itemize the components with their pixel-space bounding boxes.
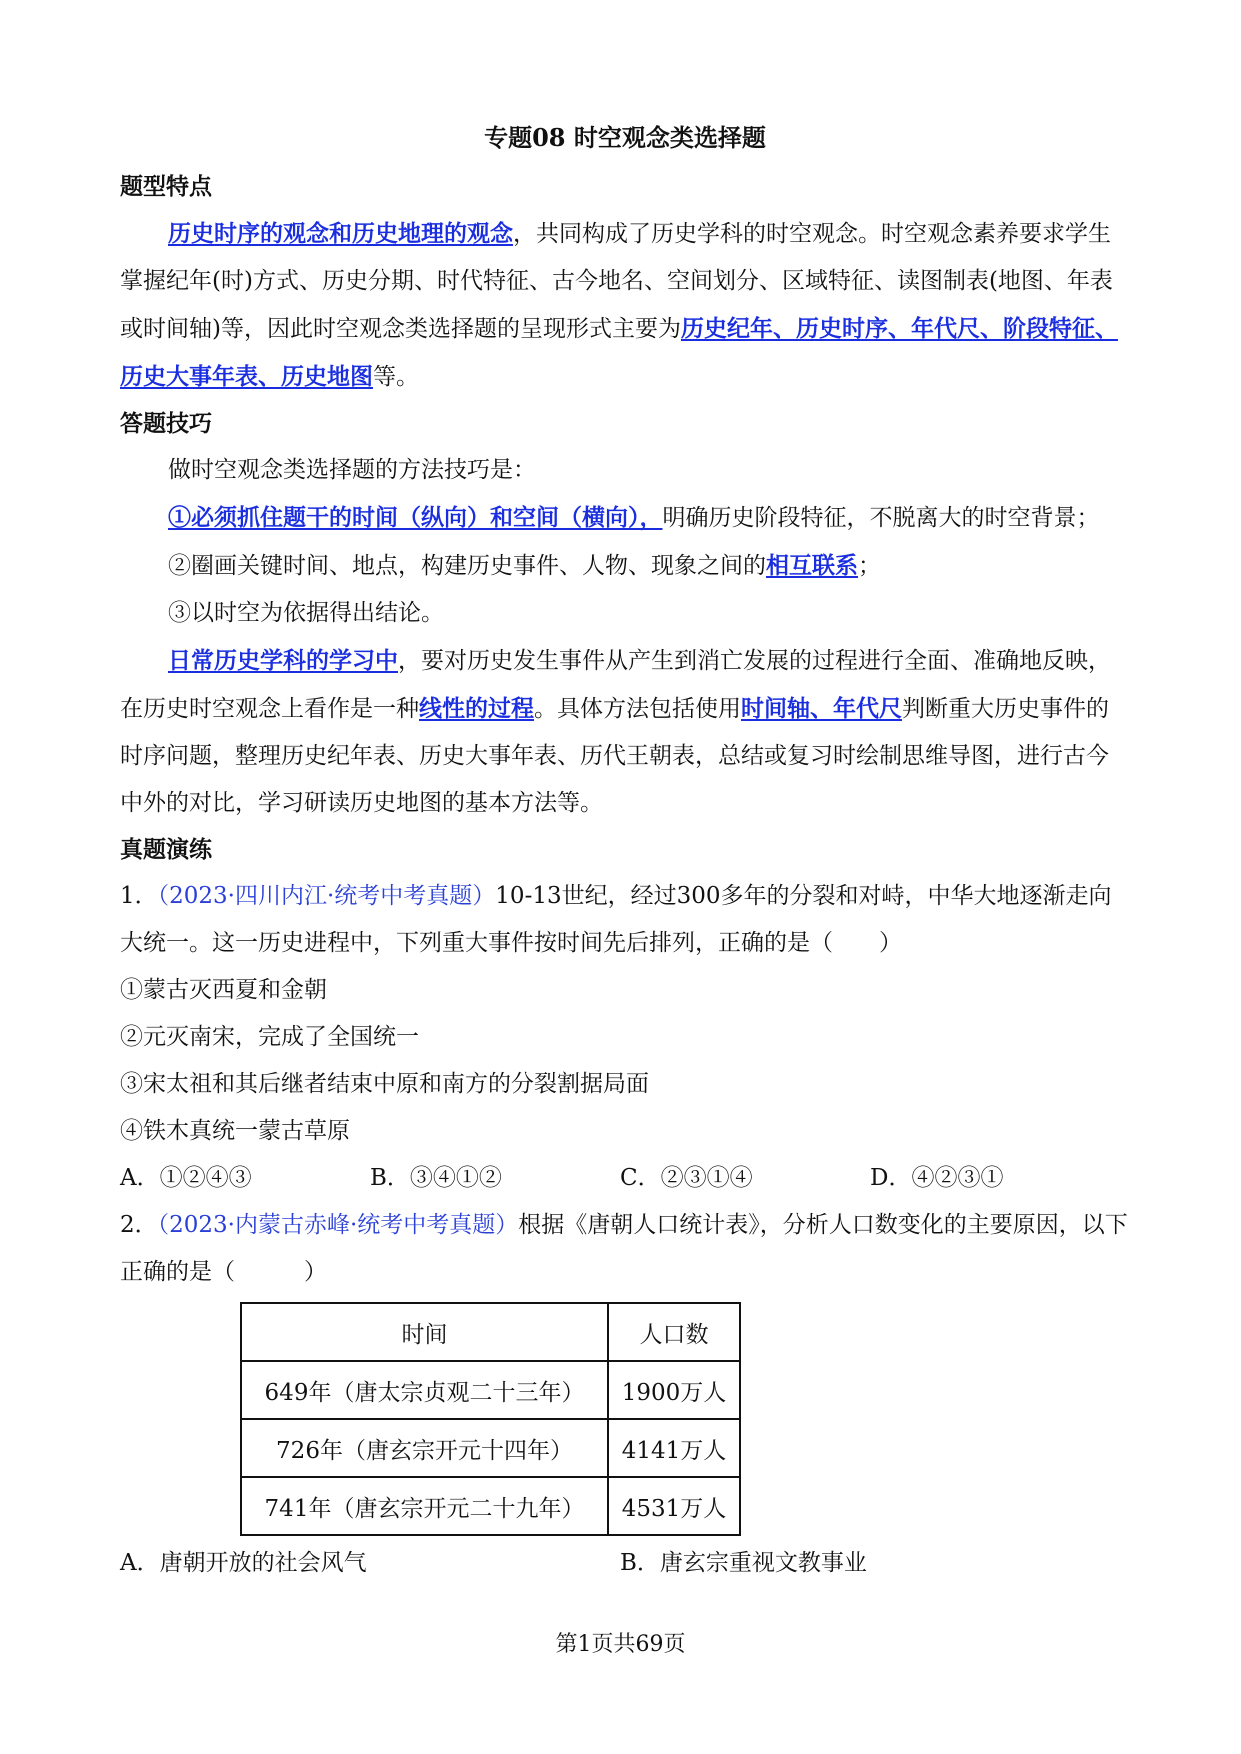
question-1-item: ③宋太祖和其后继者结束中原和南方的分裂割据局面 <box>120 1071 649 1097</box>
features-heading: 题型特点 <box>120 173 212 200</box>
tip-2-end: ； <box>858 553 881 579</box>
question-1-options <box>120 1155 1130 1202</box>
skills-tip-2 <box>120 542 1130 590</box>
question-2-text: 根据《唐朝人口统计表》，分析人口数变化的主要原因，以下正确的是（ ） <box>120 1212 1128 1285</box>
question-2-number: 2． <box>120 1212 158 1238</box>
question-2-options <box>120 1540 1130 1587</box>
table-row <box>241 1361 740 1419</box>
p2-text-3: 判断重大历史事件的时序问题，整理历史纪年表、历史大事年表、历代王朝表，总结或复习时绘制思维导图，进行古今中外的对比，学习研读历史地图的基本方法等。 <box>120 696 1109 816</box>
highlight-tip-2: 相互联系 <box>766 552 858 579</box>
option-b[interactable]: B．③④①② <box>370 1165 502 1191</box>
table-header-time: 时间 <box>241 1303 608 1361</box>
option-a[interactable]: A．唐朝开放的社会风气 <box>120 1550 367 1576</box>
tip-1-text: 明确历史阶段特征，不脱离大的时空背景； <box>662 505 1100 531</box>
highlight-timeline: 时间轴、年代尺 <box>741 695 902 722</box>
question-2-source: （2023·内蒙古赤峰·统考中考真题） <box>157 1212 519 1238</box>
table-cell-time: 726年（唐玄宗开元十四年） <box>241 1419 608 1477</box>
practice-heading: 真题演练 <box>120 836 212 863</box>
population-table-wrap <box>120 1302 1130 1536</box>
page-title: 专题08 时空观念类选择题 <box>484 123 766 152</box>
population-table <box>240 1302 741 1536</box>
skills-heading: 答题技巧 <box>120 410 212 437</box>
highlight-linear: 线性的过程 <box>419 695 534 722</box>
skills-intro: 做时空观念类选择题的方法技巧是： <box>168 457 536 483</box>
page-footer: 第1页共69页 <box>555 1632 686 1657</box>
features-text-2: 等。 <box>373 364 419 390</box>
skills-paragraph-2 <box>120 637 1130 827</box>
question-2-stem <box>120 1202 1130 1296</box>
p2-text-2: 。具体方法包括使用 <box>534 696 741 722</box>
question-1-item: ④铁木真统一蒙古草原 <box>120 1118 350 1144</box>
highlight-forms: 历史纪年、历史时序、年代尺、阶段特征、历史大事年表、历史地图 <box>120 315 1118 390</box>
table-header-population: 人口数 <box>608 1303 740 1361</box>
highlight-time-space: 历史时序的观念和历史地理的观念 <box>168 220 513 247</box>
question-1-number: 1． <box>120 883 158 909</box>
question-1-source: （2023·四川内江·统考中考真题） <box>157 883 496 909</box>
question-1-text: 10-13世纪，经过300多年的分裂和对峙，中华大地逐渐走向大统一。这一历史进程中，下列重大事件按时间先后排列，正确的是（ ） <box>120 883 1112 956</box>
table-cell-population: 4531万人 <box>608 1477 740 1535</box>
features-text-1: ，共同构成了历史学科的时空观念。时空观念素养要求学生掌握纪年(时)方式、历史分期、时代特征、古今地名、空间划分、区域特征、读图制表(地图、年表或时间轴)等，因此时空观念类选择题的呈现形式主要为 <box>120 221 1113 342</box>
option-d[interactable]: D．④②③① <box>870 1165 1004 1191</box>
table-header-row <box>241 1303 740 1361</box>
question-1-item: ①蒙古灭西夏和金朝 <box>120 977 327 1003</box>
table-row <box>241 1419 740 1477</box>
features-paragraph <box>120 210 1130 401</box>
option-c[interactable]: C．②③①④ <box>620 1165 753 1191</box>
option-b[interactable]: B．唐玄宗重视文教事业 <box>620 1550 867 1576</box>
question-1-item: ②元灭南宋，完成了全国统一 <box>120 1024 419 1050</box>
question-1-stem <box>120 873 1130 967</box>
highlight-tip-1: ①必须抓住题干的时间（纵向）和空间（横向）， <box>168 504 663 531</box>
table-row <box>241 1477 740 1535</box>
table-cell-time: 741年（唐玄宗开元二十九年） <box>241 1477 608 1535</box>
skills-tip-1 <box>120 494 1130 542</box>
table-cell-time: 649年（唐太宗贞观二十三年） <box>241 1361 608 1419</box>
skills-tip-3: ③以时空为依据得出结论。 <box>168 600 444 626</box>
highlight-daily-study: 日常历史学科的学习中 <box>168 647 398 674</box>
table-cell-population: 4141万人 <box>608 1419 740 1477</box>
option-a[interactable]: A．①②④③ <box>120 1165 252 1191</box>
p2-text-1: ，要对历史发生事件从产生到消亡发展的过程进行全面、准确地反映，在历史时空观念上看作是一种 <box>120 648 1111 722</box>
page-content <box>120 118 1130 1587</box>
table-cell-population: 1900万人 <box>608 1361 740 1419</box>
tip-2-text: ②圈画关键时间、地点，构建历史事件、人物、现象之间的 <box>168 553 766 579</box>
